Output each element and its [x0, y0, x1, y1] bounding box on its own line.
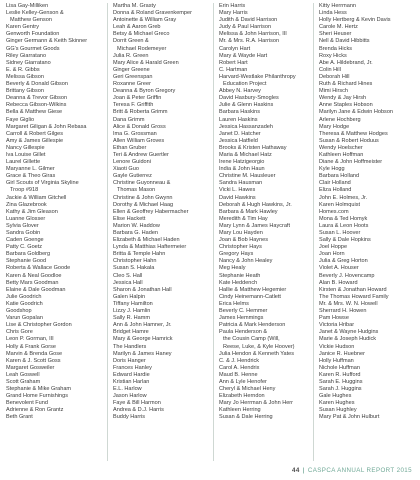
- donor-name: Victoria Hribar: [319, 322, 355, 329]
- donor-name: Jackie & William Gitchell: [6, 194, 67, 201]
- donor-name: Erin Harris: [219, 3, 246, 9]
- donor-name: Harvard-Westlake Philanthropy: [219, 73, 296, 80]
- donor-name: Wendy Hoelscher: [319, 144, 363, 151]
- donor-name: Joan & Bob Haynes: [219, 237, 269, 244]
- donor-name: Elizabeth & Michael Haden: [113, 237, 180, 244]
- donor-name: Riley Giarratano: [6, 52, 47, 59]
- donor-name: Education Project: [223, 81, 267, 88]
- donor-name: Barbara & Mark Hawley: [219, 208, 278, 215]
- donor-name: Faye Giglio: [6, 116, 35, 123]
- donor-name: Christine M. Hausleuer: [219, 173, 276, 180]
- donor-name: Leah & Aaron Greb: [113, 24, 161, 31]
- donor-name: Lise & Christopher Gordon: [6, 322, 72, 329]
- donor-name: Theresa & Matthew Hodges: [319, 130, 388, 137]
- donor-name: Caden Goenge: [6, 237, 44, 244]
- donor-name-list: [319, 3, 411, 422]
- donor-name: Carole M. Hertz: [319, 24, 358, 31]
- donor-name: Anne Staples Hobson: [319, 102, 373, 109]
- donor-name: Jason Harlow: [113, 393, 147, 400]
- donor-name: Elaine & Dale Goodman: [6, 286, 66, 293]
- donor-name: Mona & Ted Homyk: [319, 215, 368, 222]
- donor-name: Kirsten & Jonathan Howard: [319, 286, 387, 293]
- donor-name: Sandra Gobin: [6, 230, 41, 236]
- donor-name: Iva Louise Gillet: [6, 151, 46, 158]
- donor-name: Gale Hughes: [319, 393, 352, 400]
- donor-name: Lizzy J. Hamlin: [113, 308, 151, 315]
- donor-name: Roberta & Wallace Goode: [6, 265, 71, 272]
- donor-name: GG's Gourmet Goods: [6, 45, 60, 52]
- donor-name: Barbara Haskins: [219, 109, 261, 116]
- donor-name: Judith & David Harrison: [219, 17, 278, 24]
- donor-name-list: [113, 3, 210, 422]
- donor-name: Julia Hendon & Kenneth Yates: [219, 350, 295, 357]
- donor-name: Scott Graham: [6, 378, 41, 385]
- donor-name: Deborah & Hugh Hawkins, Jr.: [219, 201, 292, 208]
- donor-name: Susan Hughley: [319, 407, 357, 414]
- donor-name: Gayle Gutierrez: [113, 173, 152, 180]
- donor-name: Joan & Peter Griffin: [113, 95, 162, 102]
- donor-name: Nancy & John Healey: [219, 258, 273, 265]
- donor-name: Alan B. Howard: [319, 279, 358, 286]
- donor-name: Susan & Dale Herring: [219, 414, 273, 421]
- donor-name: Melissa & John Harrison, III: [219, 31, 287, 38]
- donor-name: Mr. & Mrs. R.A. Harrison: [219, 38, 280, 45]
- donor-name: Susan S. Hakala: [113, 265, 155, 272]
- donor-name: Christopher Hays: [219, 244, 262, 251]
- donor-name: Roxanne Greer: [113, 81, 151, 88]
- donor-name: Galen Halpin: [113, 293, 146, 300]
- donor-name: Kitty Herrmann: [319, 3, 356, 9]
- donor-name: the Cousin Camp (Will,: [223, 336, 280, 343]
- donor-name: Abe A. Hildebrand, Jr.: [319, 59, 373, 66]
- donor-name: Joan Horn: [319, 251, 345, 258]
- donor-name: Reese, Luke, & Kyle Hoover): [223, 343, 295, 350]
- donor-name: Elizabeth Herndon: [219, 393, 265, 400]
- donor-name: Janet D. Hatcher: [219, 130, 261, 137]
- donor-name: Mary Lou Hayden: [219, 230, 263, 236]
- donor-name: Beverly & Donald Gibson: [6, 81, 68, 88]
- donor-name: Doris Hanger: [113, 357, 146, 364]
- donor-name: Brittany Gibson: [6, 88, 44, 95]
- donor-name: Grand Home Furnishings: [6, 393, 68, 400]
- donor-name: Christine Guyonneau &: [113, 180, 171, 187]
- donor-name: Matthew Genson: [10, 17, 52, 24]
- donor-name: Karen Holmquist: [319, 201, 361, 208]
- donor-name: Elise Hackett: [113, 215, 146, 222]
- donor-name: Ruth & Richard Hines: [319, 81, 373, 88]
- donor-name: Sharon & Jonathan Hall: [113, 286, 172, 293]
- donor-name: Kristian Harlan: [113, 378, 150, 385]
- donor-name: Mary & George Hamrick: [113, 336, 173, 343]
- donor-name: Faye & Bill Harmon: [113, 400, 161, 407]
- donor-name: Betsy & Michael Greco: [113, 31, 170, 38]
- donor-name: Irene Hatzigeorgio: [219, 159, 265, 166]
- donor-name: Janice R. Huebner: [319, 350, 365, 357]
- donor-name: David Hawkins: [219, 194, 256, 201]
- donor-name: Stephanie & Mike Graham: [6, 386, 72, 393]
- donor-name: Diane & John Hoffmeister: [319, 159, 383, 166]
- donor-name: The Thomas Howard Family: [319, 293, 389, 300]
- donor-name: Katie Goodrich: [6, 300, 43, 307]
- donor-name: Christine & John Gwynn: [113, 194, 173, 201]
- donor-name: Carroll & Robert Gilges: [6, 130, 64, 137]
- donor-name: Gregory Hays: [219, 251, 254, 258]
- donor-name: Rebecca Gibson-Wilkins: [6, 102, 67, 109]
- footer-divider: |: [302, 466, 305, 474]
- donor-name: Susan & Robert Hoduus: [319, 137, 379, 144]
- donor-name: Julia & Greg Horton: [319, 258, 368, 265]
- donor-columns: [6, 3, 414, 461]
- donor-name: Meg Healy: [219, 265, 246, 272]
- donor-name: Carolyn Hart: [219, 45, 251, 52]
- page-footer: [292, 465, 412, 475]
- donor-name: Thomas Mason: [117, 187, 156, 194]
- donor-name: Benevolent Fund: [6, 400, 48, 407]
- donor-name: Deanna & Trevor Gibson: [6, 95, 68, 102]
- donor-name: Brooks & Kristen Hathaway: [219, 144, 287, 151]
- donor-name: Grace & Theo Giras: [6, 173, 56, 180]
- donor-name: Leah Goswell: [6, 371, 40, 378]
- donor-name-list: [219, 3, 310, 422]
- donor-name: Sally & Dale Hopkins: [319, 237, 371, 244]
- donor-name: Mary Alice & Harald Green: [113, 59, 179, 66]
- donor-name: Barbara Goldberg: [6, 251, 51, 258]
- donor-name: Geri Greenspan: [113, 73, 153, 80]
- donor-name: Paula Henderson &: [219, 329, 268, 336]
- donor-name: Sheri Heuser: [319, 31, 352, 38]
- donor-name: The Handlers: [113, 343, 147, 350]
- donor-name: Frances Hanley: [113, 364, 152, 371]
- donor-name: Beverly J. Hovencamp: [319, 272, 375, 279]
- donor-name: Carol A. Hendrix: [219, 364, 260, 371]
- donor-name: Antoinette & William Gray: [113, 17, 177, 24]
- donor-name: Abbey N. Harvey: [219, 88, 261, 95]
- donor-name: Varun Gopalan: [6, 315, 43, 322]
- donor-name: Ellen & Geoffrey Habermacher: [113, 208, 189, 215]
- donor-name: Zina Glazebrook: [6, 201, 47, 208]
- donor-name: Eliza Holland: [319, 187, 352, 194]
- donor-name: Erica Helms: [219, 300, 249, 307]
- donor-name: Lauren Haskins: [219, 116, 258, 123]
- donor-name: Britta & Temple Hahn: [113, 251, 166, 258]
- donor-column-1: [6, 3, 107, 461]
- donor-name: Laurel Gillette: [6, 159, 41, 166]
- donor-name: Mary Pat & John Hulburt: [319, 414, 380, 421]
- donor-name: Lenore Guidoni: [113, 159, 151, 166]
- donor-name: Chris Gore: [6, 329, 33, 336]
- donor-name: Luanne Glosser: [6, 215, 46, 222]
- donor-name: Marie & Joseph Hudick: [319, 336, 377, 343]
- donor-name: Lynda & Matthias Haftermeier: [113, 244, 187, 251]
- donor-name: Holly & Frank Gorse: [6, 343, 56, 350]
- donor-name: Donna & Roland Gravenkemper: [113, 10, 192, 17]
- donor-name: James Hemmings: [219, 315, 264, 322]
- donor-name: David Hasbury-Smogles: [219, 95, 279, 102]
- donor-name: Beverly C. Hemmer: [219, 308, 268, 315]
- donor-name: Maud B. Henne: [219, 371, 258, 378]
- donor-name: Christopher Hahn: [113, 258, 157, 265]
- donor-name: Beth Grant: [6, 414, 33, 421]
- donor-name: Judy & Paul Harrison: [219, 24, 272, 31]
- page-number: 44: [292, 466, 300, 474]
- donor-name: Jessica Hassanzadeh: [219, 123, 273, 130]
- donor-name: Barbara G. Haden: [113, 230, 159, 236]
- donor-name: Vickie Hudson: [319, 343, 355, 350]
- donor-name: Marilyn Jane & Edwin Hobson: [319, 109, 393, 116]
- donor-name: Mr. & Mrs. W. N. Howell: [319, 300, 378, 307]
- donor-name: Mary Harris: [219, 10, 248, 17]
- donor-column-2: [107, 3, 213, 461]
- donor-name: Leon P. Gorman, III: [6, 336, 54, 343]
- donor-name: Cheryl & Michael Heny: [219, 386, 276, 393]
- donor-name: Sidney Giarratano: [6, 59, 51, 66]
- donor-name: Kathy & Jim Gleason: [6, 208, 58, 215]
- donor-name: Bridget Hamre: [113, 329, 149, 336]
- donor-name: Roxy Hicks: [319, 52, 347, 59]
- donor-name: Ann & Lyle Henofer: [219, 378, 267, 385]
- donor-name: E. & R. Gibbs: [6, 66, 40, 73]
- donor-name: Kate Heddench: [219, 279, 258, 286]
- donor-name: Dorrit Green &: [113, 38, 149, 45]
- donor-name: C. & J. Hendrick: [219, 357, 260, 364]
- donor-name: Patricia & Mark Henderson: [219, 322, 286, 329]
- donor-name: John E. Holmes, Jr.: [319, 194, 368, 201]
- donor-name: Andrea & D.J. Harris: [113, 407, 164, 414]
- donor-name: Holly Hertberg & Kevin Davis: [319, 17, 391, 24]
- donor-name: Brenda Hicks: [319, 45, 352, 52]
- donor-name: Patty C. Goetz: [6, 244, 43, 251]
- donor-name: Bella & Matthew Giese: [6, 109, 63, 116]
- donor-name: Marvin & Brenda Gose: [6, 350, 63, 357]
- donor-name: Martha M. Grasty: [113, 3, 156, 9]
- donor-name: Linda Hess: [319, 10, 347, 17]
- donor-name: Sylvia Glover: [6, 222, 39, 229]
- donor-name: Troop #918: [10, 187, 39, 194]
- donor-name: Cindy Heinemann-Catlett: [219, 293, 281, 300]
- donor-name: Robert Hart: [219, 59, 248, 66]
- donor-name: Allen William Groves: [113, 137, 165, 144]
- donor-name: Clair Holland: [319, 180, 351, 187]
- donor-name: Jessica Hall: [113, 279, 143, 286]
- donor-name: Margaret Giligan & John Rebasa: [6, 123, 87, 130]
- donor-name: Susan L. Hoover: [319, 230, 361, 236]
- donor-name: Sarah E. Huggins: [319, 378, 363, 385]
- donor-name: C. Hartman: [219, 66, 248, 73]
- donor-name: Betty Mars Goodman: [6, 279, 59, 286]
- donor-name: Michael Rodemeyer: [117, 45, 167, 52]
- donor-name: Mary & Wayde Hart: [219, 52, 268, 59]
- donor-name: Tiffany Hamilton: [113, 300, 153, 307]
- donor-name: Kyle Hogg: [319, 166, 345, 173]
- donor-name: Marion W. Haddow: [113, 222, 160, 229]
- donor-name: Janet & Wayne Hudgins: [319, 329, 379, 336]
- donor-name: Margaret Gosweiler: [6, 364, 55, 371]
- donor-name: Wendy & Jay Hirsh: [319, 95, 367, 102]
- donor-name: Edward Hardie: [113, 371, 150, 378]
- donor-name: Britt & Roberta Grimm: [113, 109, 168, 116]
- donor-name: Julie Goodrich: [6, 293, 42, 300]
- donor-name: Maryanne L. Gilmer: [6, 166, 55, 173]
- donor-name: Ima G. Grossman: [113, 130, 157, 137]
- donor-name: Barbara Holland: [319, 173, 360, 180]
- donor-name: Teresa F. Griffith: [113, 102, 154, 109]
- donor-name: Buddy Harris: [113, 414, 146, 421]
- donor-name: Kathleen Hoffman: [319, 151, 364, 158]
- donor-name: Karen & J. Scott Goss: [6, 357, 61, 364]
- donor-name: Hallie & Matthew Hegemier: [219, 286, 287, 293]
- donor-name: Genworth Foundation: [6, 31, 60, 38]
- donor-name: Goodshop: [6, 308, 32, 315]
- donor-name: Nichole Huffman: [319, 364, 360, 371]
- donor-name: Ginger Greene: [113, 66, 150, 73]
- donor-name: Meredith & Tim Hay: [219, 215, 268, 222]
- donor-name: Leslie Kelley-Genson &: [6, 10, 64, 17]
- donor-name: Xiaoti Guo: [113, 166, 139, 173]
- donor-name: Homes.com: [319, 208, 349, 215]
- report-title: CASPCA ANNUAL REPORT 2015: [307, 466, 412, 474]
- donor-name: Jessica Hatfield: [219, 137, 258, 144]
- donor-name: Laura & Leon Hoots: [319, 222, 369, 229]
- donor-name: Pam Howse: [319, 315, 349, 322]
- donor-name: Teri & Andrew Guertler: [113, 151, 169, 158]
- donor-name: Sandra Hausman: [219, 180, 263, 187]
- donor-name: Julie & Glenn Haskins: [219, 102, 274, 109]
- donor-name: Dana Grimm: [113, 116, 145, 123]
- donor-name: Kathleen Herring: [219, 407, 261, 414]
- donor-name: Mary Jo Herrman & John Herr: [219, 400, 293, 407]
- donor-name: Karen Gentry: [6, 24, 39, 31]
- donor-name: Julia R. Green: [113, 52, 149, 59]
- donor-name: India & John Haun: [219, 166, 265, 173]
- donor-name: Amy & James Gillespie: [6, 137, 64, 144]
- donor-name: Stephanie Heath: [219, 272, 261, 279]
- donor-name: Adrienne & Ron Grantz: [6, 407, 64, 414]
- donor-name: Karen & Neal Goodloe: [6, 272, 62, 279]
- donor-name: Ethan Gruber: [113, 144, 147, 151]
- donor-name: Mary Hodge: [319, 123, 350, 130]
- donor-column-4: [313, 3, 414, 461]
- donor-name: Arlene Hochberg: [319, 116, 361, 123]
- donor-name: Karen R. Hufford: [319, 371, 361, 378]
- donor-name: Lisa Gay-Milliken: [6, 3, 49, 9]
- donor-column-3: [213, 3, 313, 461]
- donor-name: Sherrard H. Howen: [319, 308, 367, 315]
- donor-name: Vicki L. Hawes: [219, 187, 256, 194]
- donor-name: Nell & David Hibbitts: [319, 38, 370, 45]
- donor-name: Karen Hughes: [319, 400, 355, 407]
- donor-name: Sarah J. Huggins: [319, 386, 362, 393]
- donor-name: Melissa Gibson: [6, 73, 44, 80]
- donor-name: Violet A. Houser: [319, 265, 359, 272]
- donor-name: Alice & Donald Gross: [113, 123, 166, 130]
- donor-name: Nancy Gillespie: [6, 144, 45, 151]
- donor-name: Ann & John Hamner, Jr.: [113, 322, 172, 329]
- donor-name: Maria & Michael Hatz: [219, 151, 272, 158]
- donor-name: Cleo S. Hall: [113, 272, 143, 279]
- donor-name: Mary Lynn & James Haycraft: [219, 222, 291, 229]
- donor-name: Girl Scouts of Virginia Skyline: [6, 180, 79, 187]
- donor-name: Deanna & Byron Gregory: [113, 88, 176, 95]
- donor-name: Joel Hoppe: [319, 244, 348, 251]
- donor-name: Marilyn & James Haney: [113, 350, 172, 357]
- donor-name: Dorothy & Michael Haag: [113, 201, 174, 208]
- donor-name-list: [6, 3, 104, 422]
- donor-name: Holly Huffman: [319, 357, 354, 364]
- donor-name: Deborah Hill: [319, 73, 350, 80]
- donor-name: Stephanie Good: [6, 258, 47, 265]
- donor-name: Mimi Hirsch: [319, 88, 348, 95]
- donor-name: Ginger Germann & Keith Skinner: [6, 38, 88, 45]
- donor-name: Sally R. Hamm: [113, 315, 150, 322]
- donor-name: Colin Hill: [319, 66, 341, 73]
- donor-name: E.L. Harlow: [113, 386, 142, 393]
